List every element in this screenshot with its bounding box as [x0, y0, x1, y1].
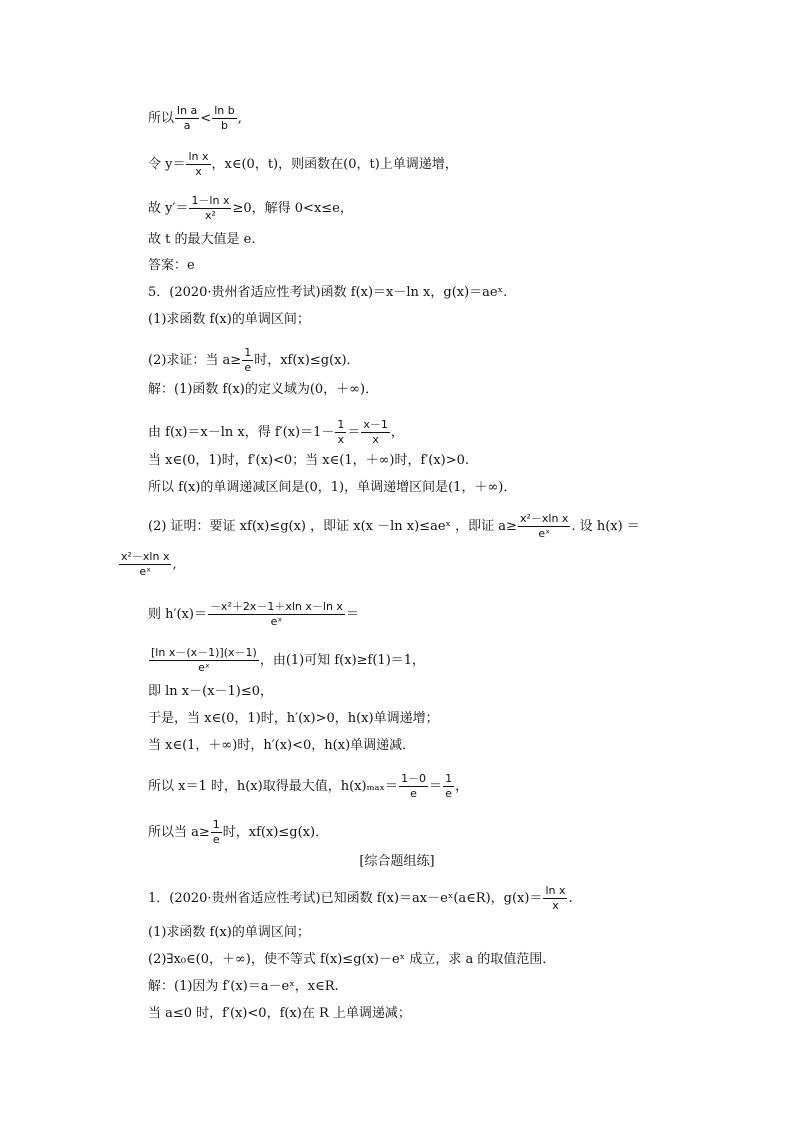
numerator: ln a — [177, 104, 198, 117]
denominator: eˣ — [270, 615, 283, 628]
denominator: x — [195, 165, 202, 178]
line-derivative-y — [148, 194, 353, 223]
fraction — [518, 512, 570, 541]
numerator: 1 — [244, 346, 252, 359]
text: 令 y＝ — [148, 157, 186, 172]
denominator: eˣ — [139, 565, 152, 578]
denominator: x² — [205, 209, 216, 222]
text: (2)求证：当 a≥ — [148, 353, 242, 368]
denominator: b — [220, 119, 228, 132]
fraction — [399, 772, 428, 801]
denominator: e — [445, 787, 452, 800]
problem-5-part-1: (1)求函数 f(x)的单调区间； — [148, 312, 310, 327]
denominator: e — [244, 361, 252, 374]
denominator: x — [372, 433, 379, 446]
solution-1-derivative: 解：(1)因为 f′(x)＝a－eˣ，x∈R. — [148, 979, 339, 994]
fraction — [149, 646, 259, 675]
solution-1-case-a-nonpositive: 当 a≤0 时，f′(x)<0，f(x)在 R 上单调递减； — [148, 1006, 411, 1021]
proof-derivative-h — [148, 600, 359, 629]
proof-reduction — [148, 512, 640, 541]
text: ，x∈(0，t)，则函数在(0，t)上单调递增， — [211, 157, 458, 172]
fraction — [212, 104, 237, 133]
solution-derivative-f — [148, 418, 404, 447]
denominator: x — [337, 433, 345, 446]
fraction — [211, 818, 222, 847]
fraction — [242, 346, 253, 375]
text: (2) 证明：要证 xf(x)≤g(x) ，即证 x(x －ln x)≤aeˣ ，即证 a≥ — [148, 519, 517, 534]
proof-inequality: 即 ln x－(x－1)≤0， — [148, 684, 274, 699]
proof-define-h — [118, 550, 177, 579]
denominator: eˣ — [198, 661, 210, 674]
text: < — [200, 111, 212, 126]
text: ， — [455, 779, 469, 794]
denominator: a — [183, 119, 191, 132]
text: . — [568, 891, 573, 906]
problem-1-part-2: (2)∃x₀∈(0，＋∞)，使不等式 f(x)≤g(x)－eˣ 成立，求 a 的取值范围． — [148, 952, 556, 967]
text: ， — [390, 425, 404, 440]
numerator: ln b — [214, 104, 235, 117]
fraction — [189, 194, 231, 223]
problem-5-statement: 5．(2020·贵州省适应性考试)函数 f(x)＝x－ln x，g(x)＝aeˣ. — [148, 285, 508, 300]
fraction — [361, 418, 390, 447]
problem-5-part-2 — [148, 346, 360, 375]
numerator: x－1 — [363, 418, 388, 431]
line-define-y — [148, 150, 458, 179]
text: 所以 — [148, 111, 175, 126]
line-max-t: 故 t 的最大值是 e. — [148, 232, 256, 247]
fraction — [175, 104, 199, 133]
numerator: 1－0 — [401, 772, 427, 785]
denominator: e — [212, 833, 220, 846]
text: , — [237, 111, 242, 126]
numerator: [ln x－(x－1)](x－1) — [151, 646, 257, 659]
solution-monotonic-intervals: 所以 f(x)的单调递减区间是(0，1)，单调递增区间是(1，＋∞)． — [148, 480, 517, 495]
text: ＝ — [429, 779, 443, 794]
numerator: ln x — [545, 884, 566, 897]
text: 故 y′＝ — [148, 201, 189, 216]
text: 由 f(x)＝x－ln x，得 f′(x)＝1－ — [148, 425, 335, 440]
text: , — [172, 557, 177, 572]
text: 则 h′(x)＝ — [148, 607, 207, 622]
problem-1-statement — [148, 884, 573, 913]
text: ＝ — [347, 425, 361, 440]
fraction — [543, 884, 567, 913]
fraction — [443, 772, 454, 801]
fraction — [208, 600, 345, 629]
fraction — [335, 418, 346, 447]
text: 1．(2020·贵州省适应性考试)已知函数 f(x)＝ax－eˣ(a∈R)，g(x)＝ — [148, 891, 543, 906]
proof-decreasing: 当 x∈(1，＋∞)时，h′(x)<0，h(x)单调递减． — [148, 738, 416, 753]
fraction — [119, 550, 171, 579]
line-conclusion-ln-compare — [148, 104, 242, 133]
proof-derivative-h-factored — [148, 646, 425, 675]
text: 时，xf(x)≤g(x)． — [222, 825, 329, 840]
denominator: x — [552, 899, 559, 912]
solution-domain: 解：(1)函数 f(x)的定义域为(0，＋∞)． — [148, 382, 379, 397]
text: ≥0，解得 0<x≤e， — [232, 201, 353, 216]
line-answer: 答案：e — [148, 258, 195, 273]
problem-1-part-1: (1)求函数 f(x)的单调区间； — [148, 925, 310, 940]
text: 时，xf(x)≤g(x)． — [254, 353, 360, 368]
section-heading: [综合题组练] — [359, 854, 435, 869]
proof-conclusion — [148, 818, 328, 847]
proof-maximum — [148, 772, 468, 801]
numerator: x²－xln x — [121, 550, 170, 563]
proof-increasing: 于是，当 x∈(0，1)时，h′(x)>0，h(x)单调递增； — [148, 711, 439, 726]
numerator: ln x — [188, 150, 209, 163]
text: ，由(1)可知 f(x)≥f(1)＝1， — [259, 653, 426, 668]
text: 所以当 a≥ — [148, 825, 210, 840]
numerator: 1－ln x — [191, 194, 230, 207]
numerator: －x²＋2x－1＋xln x－ln x — [209, 600, 343, 613]
fraction — [186, 150, 210, 179]
denominator: e — [410, 787, 417, 800]
solution-sign-analysis: 当 x∈(0，1)时，f′(x)<0；当 x∈(1，＋∞)时，f′(x)>0. — [148, 453, 470, 468]
text: 所以 x＝1 时，h(x)取得最大值，h(x)ₘₐₓ＝ — [148, 779, 399, 794]
numerator: 1 — [337, 418, 345, 431]
text: ＝ — [345, 607, 359, 622]
numerator: x²－xln x — [519, 512, 569, 525]
text: . 设 h(x) ＝ — [571, 519, 640, 534]
numerator: 1 — [212, 818, 220, 831]
denominator: eˣ — [538, 527, 551, 540]
numerator: 1 — [445, 772, 453, 785]
